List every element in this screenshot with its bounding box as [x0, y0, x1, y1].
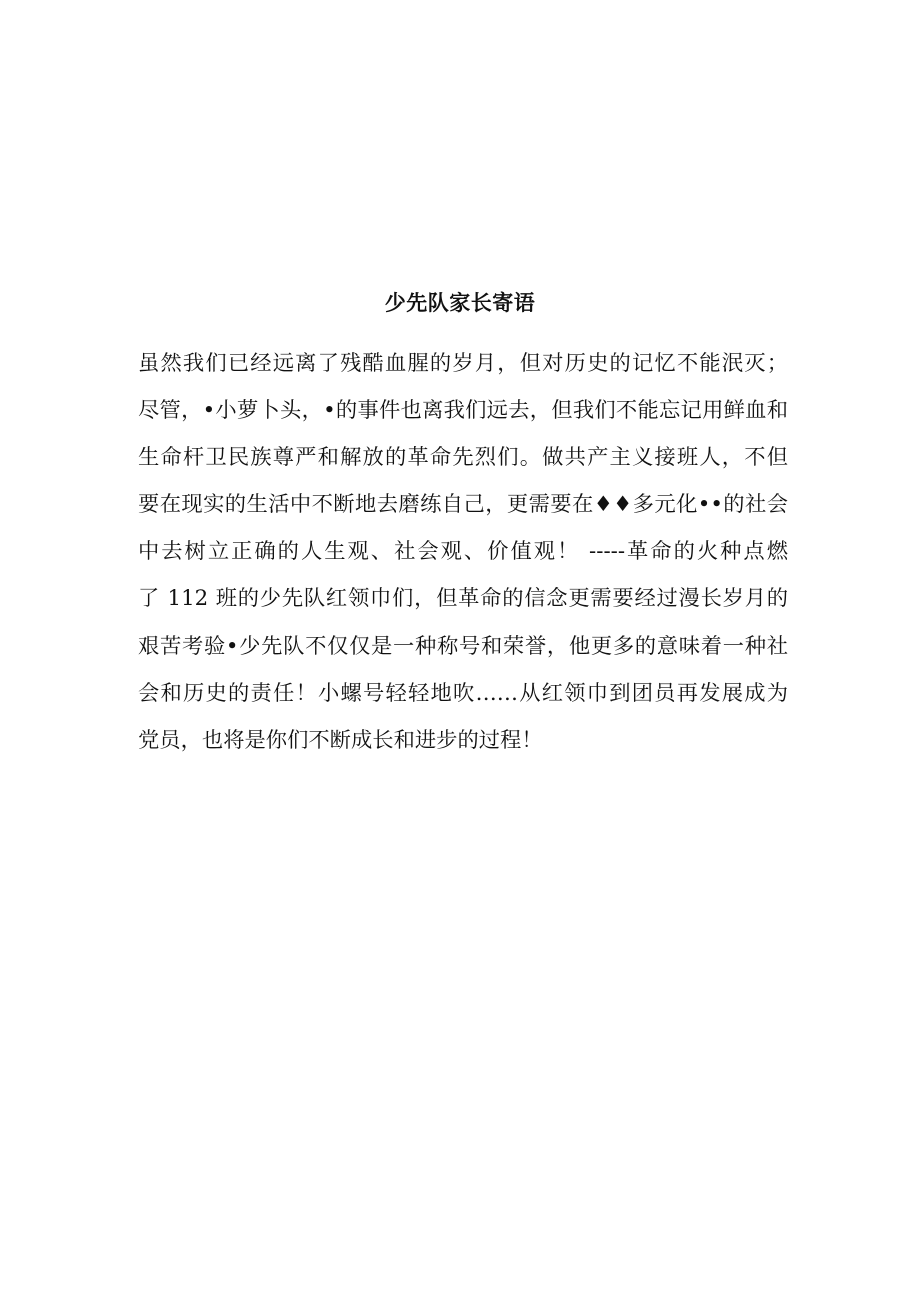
- body-line-6: 了 112 班的少先队红领巾们，但革命的信念更需要经过漫长岁月的: [138, 586, 788, 612]
- body-line-7: 艰苦考验•少先队不仅仅是一种称号和荣誉，他更多的意味着一种社: [138, 633, 788, 659]
- body-line-2: 尽管，•小萝卜头，•的事件也离我们远去，但我们不能忘记用鲜血和: [138, 398, 788, 424]
- body-line-3: 生命杆卫民族尊严和解放的革命先烈们。做共产主义接班人，不但: [138, 445, 788, 471]
- body-line-9: 党员，也将是你们不断成长和进步的过程！: [138, 727, 543, 753]
- document-body: [138, 340, 788, 764]
- body-line-1: 虽然我们已经远离了残酷血腥的岁月，但对历史的记忆不能泯灭；: [138, 351, 788, 376]
- document-title: 少先队家长寄语: [384, 290, 536, 315]
- body-line-4: 要在现实的生活中不断地去磨练自己，更需要在♦♦多元化••的社会: [138, 492, 788, 518]
- body-line-8: 会和历史的责任！小螺号轻轻地吹……从红领巾到团员再发展成为: [138, 680, 788, 706]
- body-line-5: 中去树立正确的人生观、社会观、价值观！ -----革命的火种点燃: [138, 539, 788, 565]
